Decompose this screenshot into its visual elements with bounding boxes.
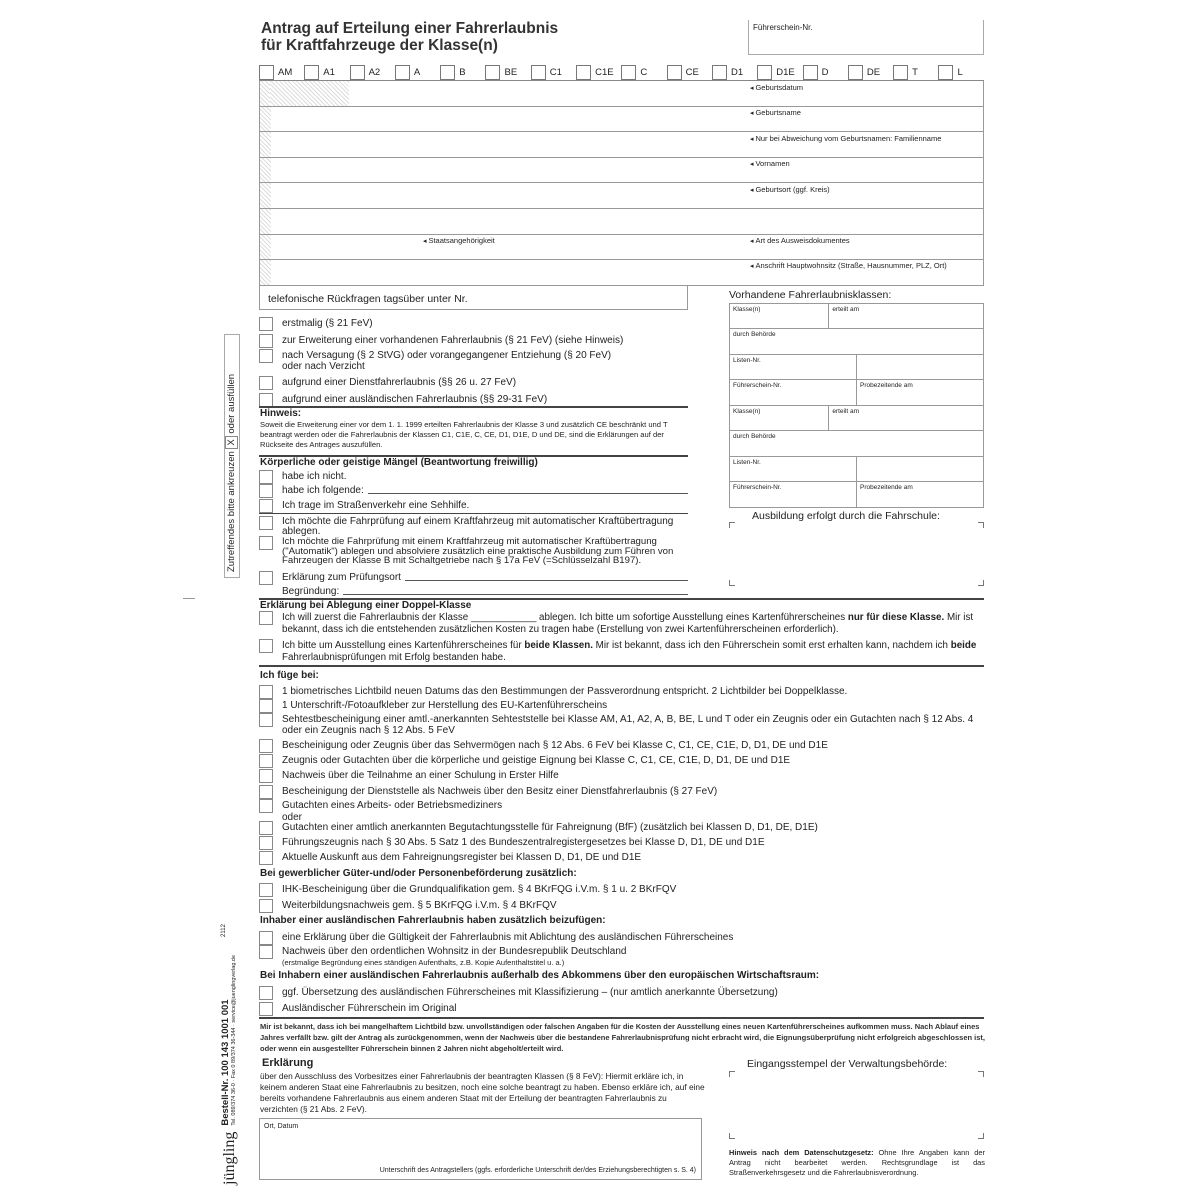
hatched-strip (260, 260, 271, 285)
corner-mark (978, 580, 984, 586)
checkbox[interactable] (395, 65, 410, 80)
hatched-area (270, 81, 349, 106)
hatched-strip (260, 183, 271, 208)
publisher-contact: Tel. 089/374 36-0 · Fax 0 89/374 36-344 · service@juenglingverlag.de (231, 954, 237, 1126)
text: Ich will zuerst die Fahrerlaubnis der Klasse ____________ ablegen. Ich bitte um sofortige Ausstellung eines Kartenführerscheines (282, 612, 848, 623)
checkbox[interactable] (259, 754, 273, 768)
checkbox[interactable] (259, 484, 273, 498)
cell-blank[interactable] (857, 355, 983, 379)
item-label: Zeugnis oder Gutachten über die körperliche und geistige Eignung bei Klasse C, C1, CE, C1E, D, D1, DE und D1E (282, 755, 791, 766)
checkbox[interactable] (259, 65, 274, 80)
personal-data-row[interactable] (259, 81, 984, 107)
checkbox[interactable] (259, 571, 273, 585)
item-text: oder (282, 812, 303, 823)
option-label: habe ich nicht. (282, 471, 347, 482)
begruendung-label: Begründung: (282, 586, 340, 597)
publisher-logo: jüngling (221, 1131, 238, 1185)
fuehrerschein-nr-field[interactable] (748, 20, 984, 55)
option-label: Ich möchte die Fahrprüfung mit einem Kraftfahrzeug mit automatischer Kraftübertragung ("Automatik") ablegen und absolviere zusätzlich eine praktische Ausbildung zum Führen von Fahrzeugen der Klasse B mit Schaltgetriebe nach § 17a FeV (=Schlüsselzahl B197). (282, 536, 674, 566)
checkbox[interactable] (350, 65, 365, 80)
label-geburtsort: ◂ Geburtsort (ggf. Kreis) (750, 185, 830, 194)
class-label: DE (866, 66, 881, 78)
cell-label: Führerschein-Nr. (733, 381, 782, 389)
begruendung-field[interactable] (282, 586, 688, 597)
fold-mark (183, 598, 195, 599)
corner-mark (729, 580, 735, 586)
divider (259, 665, 984, 667)
item-label: IHK-Bescheinigung über die Grundqualifikation gem. § 4 BKrFQG i.V.m. § 1 u. 2 BKrFQV (282, 884, 677, 895)
option-dienst[interactable] (259, 377, 516, 390)
label-anschrift: ◂ Anschrift Hauptwohnsitz (Straße, Hausnummer, PLZ, Ort) (750, 261, 947, 270)
checkbox[interactable] (259, 799, 273, 813)
class-checkbox-row (259, 64, 984, 81)
datenschutz-text (729, 1148, 985, 1178)
form-title (261, 20, 558, 54)
class-label: BE (504, 66, 518, 78)
option-sehhilfe[interactable] (259, 500, 469, 513)
cell-label: Führerschein-Nr. (733, 483, 782, 491)
text: beide Klassen. (524, 640, 593, 651)
label-geburtsname: ◂ Geburtsname (750, 108, 801, 117)
class-option-t[interactable] (893, 64, 938, 80)
class-option-be[interactable] (485, 64, 530, 80)
item-label: Bescheinigung der Dienststelle als Nachweis über den Besitz einer Dienstfahrerlaubnis (§ 27 FeV) (282, 786, 718, 797)
class-option-b[interactable] (440, 64, 485, 80)
class-label: T (912, 66, 918, 78)
item-label: Aktuelle Auskunft aus dem Fahreignungsregister bei Klassen D, D1, DE und D1E (282, 852, 642, 863)
option-label: aufgrund einer ausländischen Fahrerlaubnis (§§ 29-31 FeV) (282, 394, 548, 405)
item-label: eine Erklärung über die Gültigkeit der Fahrerlaubnis mit Ablichtung des ausländischen Führerscheines (282, 932, 734, 943)
hatched-strip (260, 107, 271, 132)
cell-label: Listen-Nr. (733, 458, 761, 466)
option-label: Ich möchte die Fahrprüfung auf einem Kraftfahrzeug mit automatischer Kraftübertragung ablegen. (282, 516, 674, 537)
vorhandene-table-1 (729, 303, 984, 406)
class-option-d[interactable] (803, 64, 848, 80)
fuehrerschein-nr-label: Führerschein-Nr. (753, 23, 813, 32)
personal-data-row[interactable] (259, 107, 984, 133)
option-versagung[interactable] (259, 350, 611, 372)
cell-label: erteilt am (832, 408, 860, 415)
corner-mark (729, 1071, 735, 1077)
checkbox[interactable] (259, 499, 273, 513)
cell-probezeit[interactable] (857, 380, 983, 405)
item-label: Bescheinigung oder Zeugnis über das Sehvermögen nach § 12 Abs. 6 FeV bei Klasse C, C1, CE, C1E, D, D1, DE und D1E (282, 740, 828, 751)
class-label: A (413, 66, 421, 78)
cell-klassen[interactable] (730, 304, 829, 328)
cell-behoerde[interactable] (730, 329, 983, 353)
option-label: Erklärung zum Prüfungsort (282, 572, 401, 583)
class-option-ce[interactable] (667, 64, 712, 80)
input-line[interactable] (405, 572, 688, 581)
cell-label: Klasse(n) (733, 408, 761, 415)
option-automatik-b197[interactable] (259, 537, 691, 566)
checkbox[interactable] (440, 65, 455, 80)
label-familienname: ◂ Nur bei Abweichung vom Geburtsnamen: Familienname (750, 134, 941, 143)
list-item[interactable] (259, 755, 986, 768)
text: nach Versagung (§ 2 StVG) oder vorangegangener Entziehung (§ 20 FeV) (282, 350, 612, 361)
class-label: B (459, 66, 466, 78)
cell-fsnr[interactable] (730, 380, 857, 405)
divider (259, 1017, 984, 1019)
item-label: ggf. Übersetzung des ausländischen Führerscheines mit Klassifizierung – (nur amtlich anerkannte Übersetzung) (282, 987, 778, 998)
cell-label: Listen-Nr. (733, 356, 761, 364)
checkbox[interactable] (938, 65, 953, 80)
hinweis-heading: Hinweis: (260, 408, 302, 419)
cell-fsnr[interactable] (730, 482, 857, 507)
class-label: C1 (549, 66, 562, 78)
item-label: Gutachten eines Arbeits- oder Betriebsmediziners (282, 800, 503, 811)
list-item[interactable] (259, 900, 986, 913)
checkbox[interactable] (712, 65, 727, 80)
unterschrift-label: Unterschrift des Antragstellers (ggfs. erforderliche Unterschrift der/des Erziehungsberechtigten s. S. 4) (379, 1167, 696, 1174)
label-geburtsdatum: ◂ Geburtsdatum (750, 83, 803, 92)
publisher-imprint (221, 885, 239, 1185)
fahrschule-label: Ausbildung erfolgt durch die Fahrschule: (752, 510, 940, 522)
checkbox[interactable] (485, 65, 500, 80)
personal-data-row[interactable] (259, 183, 984, 209)
stempel-area[interactable] (729, 1071, 984, 1139)
input-line[interactable] (368, 485, 688, 494)
list-item[interactable] (259, 686, 986, 699)
cell-label: Probezeitende am (860, 381, 913, 389)
telefon-field[interactable] (259, 285, 688, 310)
checkbox[interactable] (893, 65, 908, 80)
option-label: zur Erweiterung einer vorhandenen Fahrerlaubnis (§ 21 FeV) (siehe Hinweis) (282, 335, 624, 346)
class-label: D1E (776, 66, 795, 78)
checkbox[interactable] (576, 65, 591, 80)
form-code: 2112 (221, 924, 227, 937)
checkbox[interactable] (259, 945, 273, 959)
checkbox[interactable] (757, 65, 772, 80)
class-label: C1E (595, 66, 614, 78)
list-item[interactable] (259, 800, 986, 813)
checkbox[interactable] (259, 317, 273, 331)
class-label: AM (278, 66, 293, 78)
text: Zutreffendes bitte ankreuzen (226, 451, 237, 572)
option-label: aufgrund einer Dienstfahrerlaubnis (§§ 26 u. 27 FeV) (282, 377, 517, 388)
option-erstmalig[interactable] (259, 318, 373, 331)
title-line-2: für Kraftfahrzeuge der Klasse(n) (261, 37, 498, 54)
class-option-d1e[interactable] (757, 64, 802, 80)
cell-label: durch Behörde (733, 331, 776, 339)
checkbox[interactable] (531, 65, 546, 80)
list-item[interactable] (259, 1003, 986, 1016)
class-option-a[interactable] (395, 64, 440, 80)
cell-listen[interactable] (730, 355, 857, 379)
checkbox[interactable] (259, 836, 273, 850)
cell-label: durch Behörde (733, 433, 776, 441)
telefon-label: telefonische Rückfragen tagsüber unter Nr. (268, 293, 468, 305)
checkbox[interactable] (259, 376, 273, 390)
cell-label: erteilt am (832, 306, 860, 313)
item-label: Weiterbildungsnachweis gem. § 5 BKrFQG i.V.m. § 4 BKrFQV (282, 900, 557, 911)
corner-mark (978, 1133, 984, 1139)
checkbox[interactable] (259, 393, 273, 407)
checkbox[interactable] (259, 739, 273, 753)
vorhandene-heading: Vorhandene Fahrerlaubnisklassen: (729, 289, 892, 301)
class-option-de[interactable] (848, 64, 893, 80)
section-heading: Bei Inhabern einer ausländischen Fahrerlaubnis außerhalb des Abkommens über den europäischen Wirtschaftsraum: (260, 970, 820, 981)
class-option-c1e[interactable] (576, 64, 621, 80)
option-erweiterung[interactable] (259, 335, 623, 348)
text: Ohne Ihre Angaben kann der Antrag nicht bearbeitet werden. Rechtsgrundlage ist das Straßenverkehrsgesetz und die Fahrerlaubnisverordnung. (729, 1148, 985, 1177)
checkbox[interactable] (259, 516, 273, 530)
ort-datum-label: Ort, Datum (264, 1123, 299, 1130)
text: Ich bitte um Ausstellung eines Kartenführerscheines für (282, 640, 525, 651)
stempel-label: Eingangsstempel der Verwaltungsbehörde: (747, 1058, 948, 1070)
item-label: 1 biometrisches Lichtbild neuen Datums das den Bestimmungen der Passverordnung entspricht. 2 Lichtbilder bei Doppelklasse. (282, 686, 848, 697)
option-label (282, 612, 986, 636)
divider (259, 406, 688, 408)
cell-erteilt[interactable] (829, 406, 983, 430)
vorhandene-table-2 (729, 405, 984, 508)
bestell-nr: Bestell-Nr. 100 143 1001 001 (220, 999, 231, 1126)
corner-mark (729, 522, 735, 528)
checkbox[interactable] (259, 611, 273, 625)
text: Mir ist bekannt, dass ich die entstehenden zusätzlichen Kosten zu tragen habe (Erstellung von zwei Kartenführerscheinen erforderlich). (282, 612, 974, 635)
item-label: Gutachten einer amtlich anerkannten Begutachtungsstelle für Fahreignung (BfF) (zusätzlich bei Klassen D, D1, DE, D1E) (282, 822, 818, 833)
option-label: habe ich folgende: (282, 485, 364, 496)
title-line-1: Antrag auf Erteilung einer Fahrerlaubnis (261, 20, 559, 37)
checkbox[interactable] (259, 349, 273, 363)
class-label: C (640, 66, 648, 78)
list-item[interactable] (259, 700, 986, 713)
cell-blank[interactable] (857, 457, 983, 481)
item-label: Führungszeugnis nach § 30 Abs. 5 Satz 1 des Bundeszentralregistergesetzes bei Klasse D, D1, DE und D1E (282, 837, 765, 848)
class-label: A1 (323, 66, 335, 78)
personal-data-row[interactable] (259, 158, 984, 184)
list-item[interactable] (259, 852, 986, 865)
corner-mark (978, 1071, 984, 1077)
class-option-c[interactable] (621, 64, 666, 80)
checkbox[interactable] (259, 851, 273, 865)
personal-data-row[interactable] (259, 209, 984, 235)
checkbox[interactable] (259, 639, 273, 653)
checkbox[interactable] (259, 334, 273, 348)
list-item[interactable] (259, 770, 986, 783)
signature-field[interactable] (259, 1118, 702, 1180)
personal-data-row[interactable] (259, 235, 984, 261)
corner-mark (978, 522, 984, 528)
list-item[interactable] (259, 932, 986, 945)
notice-text: Mir ist bekannt, dass ich bei mangelhaftem Lichtbild bzw. unvollständigen oder falschen Angaben für die Kosten der Ausstellung eines neuen Kartenführerscheines aufkommen muss. Nach Ablauf eines Jahres verfällt bzw. gilt der Antrag als zurückgenommen, wenn der Nachweis über die bestandene Fahrerlaubnisprüfung nicht erbracht wird, die Eignungsüberprüfung nicht erfolgreich abgeschlossen ist, oder wenn ein ausgestellter Führerschein binnen 2 Jahren nicht abgeholt/erteilt wird. (260, 1022, 985, 1053)
option-maengel-nicht[interactable] (259, 471, 347, 484)
label-staatsangehoerigkeit: ◂ Staatsangehörigkeit (423, 236, 495, 245)
text: beide (950, 640, 977, 651)
checkbox[interactable] (259, 986, 273, 1000)
list-item[interactable] (259, 884, 986, 897)
checkbox[interactable] (304, 65, 319, 80)
list-item[interactable] (259, 740, 986, 753)
item-label: Nachweis über die Teilnahme an einer Schulung in Erster Hilfe (282, 770, 559, 781)
class-label: CE (685, 66, 699, 78)
list-item[interactable] (259, 714, 986, 736)
hatched-strip (260, 235, 271, 260)
list-item[interactable] (259, 837, 986, 850)
hinweis-text: Soweit die Erweiterung einer vor dem 1. 1. 1999 erteilten Fahrerlaubnis der Klasse 3 und zusätzlich CE beschränkt und T beantragt werden oder die Fahrerlaubnis der Klassen C1, C1E, C, CE, D1, D1E, D und DE, sind die Erklärungen auf der Rückseite des Antrages auszufüllen. (260, 420, 668, 449)
hatched-strip (260, 209, 271, 234)
item-label: Ausländischer Führerschein im Original (282, 1003, 457, 1014)
option-doppel-erst[interactable] (259, 612, 986, 636)
option-doppel-beide[interactable] (259, 640, 986, 664)
cell-label: Probezeitende am (860, 483, 913, 491)
class-option-a2[interactable] (350, 64, 395, 80)
input-line[interactable] (343, 586, 688, 595)
cell-behoerde[interactable] (730, 431, 983, 455)
checkbox[interactable] (259, 931, 273, 945)
option-maengel-folgende[interactable] (259, 485, 688, 498)
option-pruefungsort[interactable] (259, 572, 688, 585)
maengel-heading: Körperliche oder geistige Mängel (Beantwortung freiwillig) (260, 457, 538, 468)
option-label: erstmalig (§ 21 FeV) (282, 318, 373, 329)
list-item[interactable] (259, 822, 986, 835)
checkbox[interactable] (259, 883, 273, 897)
option-label (282, 640, 986, 664)
erklaerung-heading: Erklärung (262, 1057, 314, 1069)
class-label: D (821, 66, 829, 78)
class-option-am[interactable] (259, 64, 304, 80)
checkbox[interactable] (259, 685, 273, 699)
option-label: Ich trage im Straßenverkehr eine Sehhilfe. (282, 500, 470, 511)
erklaerung-text: über den Ausschluss des Vorbesitzes einer Fahrerlaubnis der beantragten Klassen (§ 8 FeV): Hiermit erkläre ich, in keinem anderen Staat eine Fahrerlaubnis zu besitzen, noch eine solche beantragt zu haben. Ebenso erkläre ich, auf eine bereits vorhandene Fahrerlaubnis aus einem anderen Staat mit der Erteilung der beantragten Fahrerlaubnis zu verzichten (§ 21 Abs. 2 FeV). (260, 1071, 705, 1114)
item-text: (erstmalige Begründung eines ständigen Aufenthalts, z.B. Kopie Aufenthaltstitel u. a.) (282, 958, 565, 967)
cell-erteilt[interactable] (829, 304, 983, 328)
checkbox[interactable] (848, 65, 863, 80)
option-label (282, 350, 611, 372)
hatched-strip (260, 132, 271, 157)
checkbox[interactable] (259, 713, 273, 727)
class-option-d1[interactable] (712, 64, 757, 80)
section-heading: Bei gewerblicher Güter-und/oder Personenbeförderung zusätzlich: (260, 868, 577, 879)
hatched-strip (260, 158, 271, 183)
cell-listen[interactable] (730, 457, 857, 481)
text: Mir ist bekannt, dass ich den Führerschein somit erst erhalten kann, nachdem ich (592, 640, 951, 651)
checkbox[interactable] (259, 899, 273, 913)
class-label: L (957, 66, 963, 78)
x-box: X (225, 436, 238, 448)
cell-label: Klasse(n) (733, 306, 761, 313)
text: nur für diese Klasse. (847, 612, 945, 623)
option-automatik[interactable] (259, 517, 688, 536)
beilagen-heading: Ich füge bei: (260, 670, 319, 681)
section-heading: Inhaber einer ausländischen Fahrerlaubnis haben zusätzlich beizufügen: (260, 915, 606, 926)
checkbox[interactable] (259, 699, 273, 713)
cell-probezeit[interactable] (857, 482, 983, 507)
checkbox[interactable] (259, 1002, 273, 1016)
class-option-c1[interactable] (531, 64, 576, 80)
checkbox[interactable] (803, 65, 818, 80)
doppel-heading: Erklärung bei Ablegung einer Doppel-Klasse (260, 600, 472, 611)
checkbox[interactable] (259, 536, 273, 550)
divider (259, 513, 688, 514)
label-ausweis: ◂ Art des Ausweisdokumentes (750, 236, 850, 245)
item-label: Nachweis über den ordentlichen Wohnsitz in der Bundesrepublik Deutschland (282, 946, 627, 957)
label-vornamen: ◂ Vornamen (750, 159, 790, 168)
fahrschule-stamp-area[interactable] (729, 522, 984, 586)
text: oder nach Verzicht (282, 361, 365, 372)
cell-klassen[interactable] (730, 406, 829, 430)
list-item[interactable] (259, 786, 986, 799)
checkbox[interactable] (667, 65, 682, 80)
class-option-a1[interactable] (304, 64, 349, 80)
checkbox[interactable] (621, 65, 636, 80)
checkbox[interactable] (259, 470, 273, 484)
checkbox[interactable] (259, 769, 273, 783)
class-label: A2 (368, 66, 381, 78)
item-label: Sehtestbescheinigung einer amtl.-anerkannten Sehteststelle bei Klasse AM, A1, A2, A, B, BE, L und T oder ein Zeugnis oder ein Gutachten nach § 12 Abs. 4 oder ein Zeugnis nach § 12 Abs. 5 FeV (282, 714, 974, 736)
checkbox[interactable] (259, 821, 273, 835)
list-item[interactable] (259, 987, 986, 1000)
checkbox[interactable] (259, 785, 273, 799)
corner-mark (729, 1133, 735, 1139)
sidebar-instruction (224, 334, 240, 578)
class-label: D1 (730, 66, 744, 78)
text: Hinweis nach dem Datenschutzgesetz: (729, 1148, 874, 1157)
class-option-l[interactable] (938, 64, 983, 80)
text: Fahrerlaubnisprüfungen mit Erfolg bestanden habe. (282, 652, 506, 663)
text: oder ausfüllen (226, 373, 237, 434)
item-label: 1 Unterschrift-/Fotoaufkleber zur Herstellung des EU-Kartenführerscheins (282, 700, 608, 711)
